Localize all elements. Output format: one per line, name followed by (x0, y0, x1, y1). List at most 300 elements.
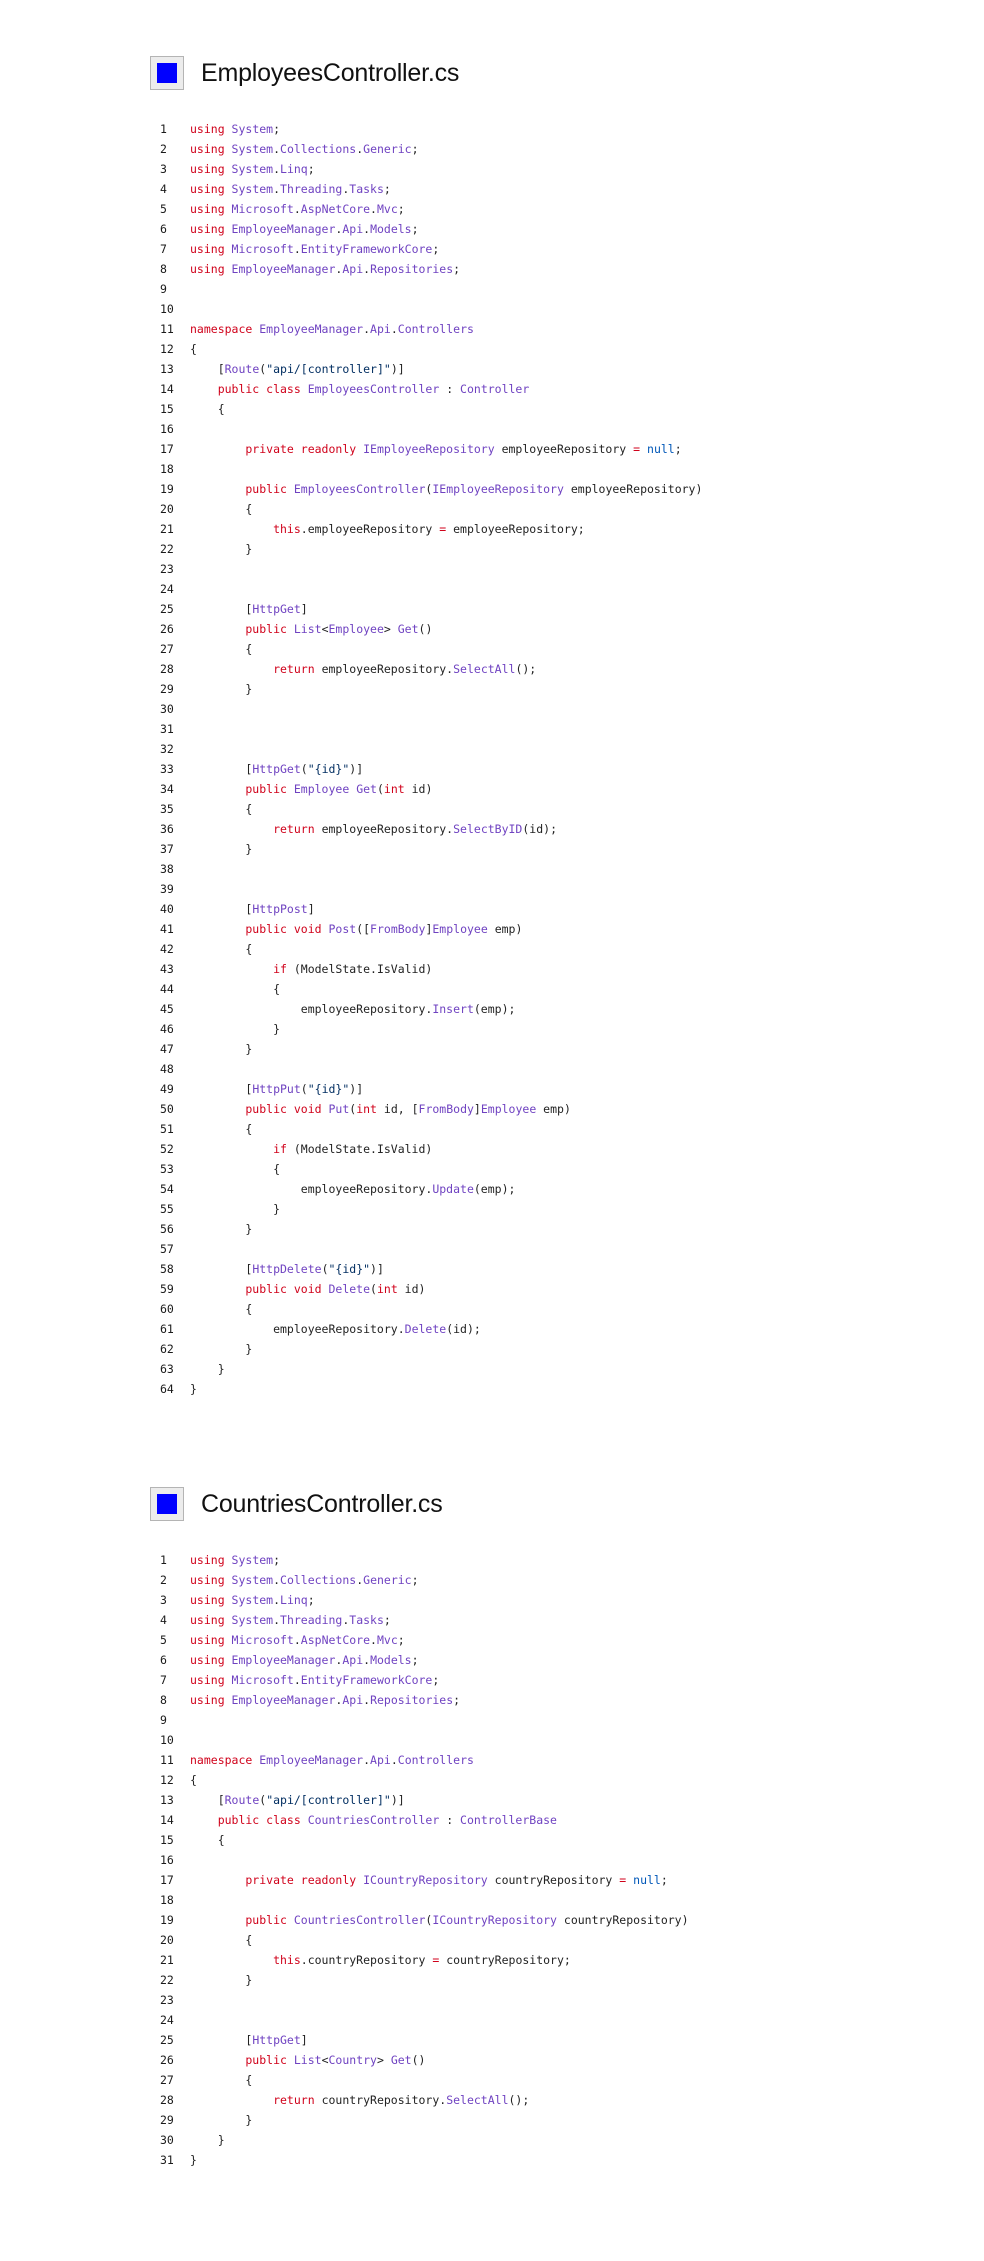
code-line (150, 1590, 950, 1610)
code-text (190, 299, 950, 319)
code-text (190, 1339, 950, 1359)
line-number: 29 (160, 682, 174, 696)
line-number: 8 (160, 1693, 167, 1707)
code-token: Country (328, 2053, 377, 2067)
line-number: 20 (160, 502, 174, 516)
line-number: 2 (160, 142, 167, 156)
line-number: 33 (160, 762, 174, 776)
code-token: [ (190, 362, 225, 376)
code-line (150, 1199, 950, 1219)
code-token: ([ (356, 922, 371, 936)
line-number: 44 (160, 982, 174, 996)
line-number: 19 (160, 482, 174, 496)
code-line (150, 139, 950, 159)
code-token: Employee (328, 622, 384, 636)
line-number: 58 (160, 1262, 174, 1276)
code-text (190, 519, 950, 539)
code-token: ( (259, 1793, 267, 1807)
code-token: (emp); (473, 1002, 516, 1016)
code-token: namespace (190, 322, 260, 336)
code-token: HttpGet (252, 602, 301, 616)
code-token: ( (300, 762, 308, 776)
code-text (190, 1730, 950, 1750)
code-token: Employee (480, 1102, 537, 1116)
line-number: 13 (160, 1793, 174, 1807)
line-number: 10 (160, 1733, 174, 1747)
line-number: 37 (160, 842, 174, 856)
code-line (150, 739, 950, 759)
code-token: . (293, 1673, 301, 1687)
code-token: . (363, 1753, 371, 1767)
code-token: } (190, 1362, 225, 1376)
code-token: ; (453, 1693, 461, 1707)
code-text (190, 1299, 950, 1319)
code-token: ; (411, 1653, 419, 1667)
code-line (150, 719, 950, 739)
code-token: System (231, 142, 274, 156)
code-text (190, 759, 950, 779)
code-line (150, 1359, 950, 1379)
code-token: (ModelState.IsValid) (293, 962, 433, 976)
line-number: 1 (160, 122, 167, 136)
code-token: this (190, 1953, 301, 1967)
code-token: ; (273, 122, 281, 136)
line-number: 17 (160, 1873, 174, 1887)
code-token: Controllers (397, 1753, 474, 1767)
code-text (190, 1710, 950, 1730)
code-token: Employee (293, 782, 350, 796)
code-token: using (190, 1693, 232, 1707)
code-token: public (190, 622, 294, 636)
code-token: (); (508, 2093, 530, 2107)
code-token: ; (397, 202, 405, 216)
code-line (150, 1710, 950, 1730)
code-token: Get (390, 2053, 412, 2067)
code-token: . (273, 142, 281, 156)
code-token: { (190, 1162, 281, 1176)
code-text (190, 2070, 950, 2090)
code-token: public void (190, 1282, 329, 1296)
code-line (150, 1990, 950, 2010)
code-token: > (376, 2053, 391, 2067)
code-text (190, 1570, 950, 1590)
code-token: . (335, 262, 343, 276)
code-text (190, 439, 950, 459)
code-token: )] (349, 762, 364, 776)
line-number: 53 (160, 1162, 174, 1176)
code-text (190, 639, 950, 659)
code-token: . (363, 322, 371, 336)
code-token: ( (425, 1913, 433, 1927)
code-line (150, 1550, 950, 1570)
line-number: 62 (160, 1342, 174, 1356)
line-number: 13 (160, 362, 174, 376)
code-token: ; (432, 242, 440, 256)
code-text (190, 839, 950, 859)
code-token: . (335, 1653, 343, 1667)
code-token: countryRepository) (556, 1913, 689, 1927)
line-number: 2 (160, 1573, 167, 1587)
code-text (190, 539, 950, 559)
code-token: using (190, 1653, 232, 1667)
code-token: . (335, 1693, 343, 1707)
line-number: 28 (160, 2093, 174, 2107)
code-token: [ (190, 1082, 253, 1096)
code-token: [ (190, 1262, 253, 1276)
code-token: EmployeeManager (259, 322, 364, 336)
line-number: 30 (160, 702, 174, 716)
code-text (190, 459, 950, 479)
code-token: )] (370, 1262, 384, 1276)
code-line (150, 939, 950, 959)
code-token: Microsoft (231, 202, 294, 216)
code-text (190, 919, 950, 939)
code-line (150, 599, 950, 619)
code-token: Mvc (376, 1633, 398, 1647)
code-line (150, 999, 950, 1019)
code-token: () (411, 2053, 426, 2067)
line-number: 63 (160, 1362, 174, 1376)
code-line (150, 1870, 950, 1890)
line-number: 7 (160, 242, 167, 256)
code-line (150, 1650, 950, 1670)
code-line (150, 2050, 950, 2070)
code-token: ; (307, 162, 315, 176)
code-line (150, 1930, 950, 1950)
line-number: 27 (160, 2073, 174, 2087)
code-token: Linq (280, 1593, 308, 1607)
code-text (190, 1019, 950, 1039)
code-token: } (190, 1973, 253, 1987)
code-text (190, 419, 950, 439)
code-line (150, 179, 950, 199)
code-token: employeeRepository. (190, 1322, 405, 1336)
code-line (150, 1299, 950, 1319)
code-token: ] (425, 922, 433, 936)
code-text (190, 1750, 950, 1770)
line-number: 57 (160, 1242, 174, 1256)
code-token: HttpGet (252, 762, 301, 776)
code-token: employeeRepository. (321, 662, 454, 676)
code-line (150, 1139, 950, 1159)
code-token: List (293, 2053, 322, 2067)
code-token: . (390, 322, 398, 336)
code-token: SelectAll (453, 662, 516, 676)
code-token: int (383, 782, 405, 796)
code-token: countryRepository; (439, 1953, 571, 1967)
code-token: employeeRepository (494, 442, 634, 456)
code-line (150, 1950, 950, 1970)
code-token: "{id}" (307, 762, 350, 776)
code-token: this (190, 522, 301, 536)
code-text (190, 159, 950, 179)
line-number: 43 (160, 962, 174, 976)
line-number: 15 (160, 402, 174, 416)
code-text (190, 1139, 950, 1159)
code-line (150, 839, 950, 859)
code-token: . (342, 182, 350, 196)
code-text (190, 799, 950, 819)
code-token: Update (432, 1182, 474, 1196)
code-text (190, 2050, 950, 2070)
file-title: CountriesController.cs (201, 1489, 443, 1518)
code-token: Models (370, 222, 412, 236)
code-token: "api/[controller]" (266, 1793, 391, 1807)
code-token: return (190, 662, 322, 676)
code-token: Delete (328, 1282, 371, 1296)
code-text (190, 1379, 950, 1399)
code-text (190, 119, 950, 139)
code-token: using (190, 1553, 232, 1567)
code-token: [ (190, 1793, 225, 1807)
code-token: { (190, 982, 281, 996)
code-token: . (293, 242, 301, 256)
line-number: 12 (160, 342, 174, 356)
code-token: using (190, 202, 232, 216)
code-line (150, 1039, 950, 1059)
code-text (190, 559, 950, 579)
code-token: EmployeeManager (259, 1753, 364, 1767)
code-token: if (190, 962, 294, 976)
line-number: 21 (160, 522, 174, 536)
code-text (190, 779, 950, 799)
file-header (150, 55, 950, 91)
code-token: } (190, 1042, 253, 1056)
code-text (190, 1870, 950, 1890)
line-number: 5 (160, 202, 167, 216)
code-line (150, 899, 950, 919)
code-line (150, 1670, 950, 1690)
code-text (190, 1099, 950, 1119)
countries-controller-file (150, 1486, 950, 2170)
code-text (190, 959, 950, 979)
code-token: Controller (460, 382, 530, 396)
line-number: 34 (160, 782, 174, 796)
code-token: () (418, 622, 433, 636)
code-line (150, 979, 950, 999)
code-text (190, 1630, 950, 1650)
code-token: Api (342, 222, 364, 236)
code-token: EmployeeManager (231, 222, 336, 236)
code-line (150, 1790, 950, 1810)
code-text (190, 339, 950, 359)
code-token: using (190, 182, 232, 196)
code-token: using (190, 142, 232, 156)
line-number: 8 (160, 262, 167, 276)
code-line (150, 379, 950, 399)
code-text (190, 659, 950, 679)
code-token: ; (411, 142, 419, 156)
code-token: Api (342, 1653, 364, 1667)
line-number: 3 (160, 1593, 167, 1607)
code-token: countryRepository. (321, 2093, 447, 2107)
code-token: } (190, 1022, 281, 1036)
line-number: 60 (160, 1302, 174, 1316)
line-number: 25 (160, 2033, 174, 2047)
code-token: { (190, 502, 253, 516)
line-number: 6 (160, 1653, 167, 1667)
code-token: id) (404, 782, 433, 796)
code-text (190, 1830, 950, 1850)
code-token: { (190, 2073, 253, 2087)
code-token: . (293, 1633, 301, 1647)
code-token: . (293, 202, 301, 216)
code-line (150, 699, 950, 719)
code-token: } (190, 542, 253, 556)
code-line (150, 1850, 950, 1870)
code-token: ICountryRepository (363, 1873, 488, 1887)
code-token: System (231, 162, 274, 176)
code-token: .countryRepository (300, 1953, 433, 1967)
line-number: 4 (160, 182, 167, 196)
code-text (190, 279, 950, 299)
code-line (150, 2010, 950, 2030)
file-title: EmployeesController.cs (201, 58, 460, 87)
code-text (190, 1990, 950, 2010)
code-token: id, [ (376, 1102, 419, 1116)
code-text (190, 1810, 950, 1830)
code-text (190, 1179, 950, 1199)
code-token: = (633, 442, 641, 456)
code-line (150, 559, 950, 579)
code-token: public (190, 482, 294, 496)
line-number: 15 (160, 1833, 174, 1847)
code-token: Get (397, 622, 419, 636)
code-line (150, 299, 950, 319)
code-token: > (383, 622, 398, 636)
code-token: Delete (404, 1322, 447, 1336)
code-line (150, 499, 950, 519)
code-line (150, 199, 950, 219)
code-token: ( (300, 1082, 308, 1096)
code-token: if (190, 1142, 294, 1156)
code-token: employeeRepository. (190, 1002, 433, 1016)
code-line (150, 779, 950, 799)
code-text (190, 739, 950, 759)
line-number: 21 (160, 1953, 174, 1967)
code-token: countryRepository (487, 1873, 620, 1887)
code-line (150, 339, 950, 359)
code-line (150, 1830, 950, 1850)
code-token: } (190, 1202, 281, 1216)
code-token: private readonly (190, 1873, 364, 1887)
code-token: HttpPost (252, 902, 308, 916)
code-text (190, 2010, 950, 2030)
code-text (190, 1910, 950, 1930)
code-token: ( (425, 482, 433, 496)
code-text (190, 879, 950, 899)
code-token: Tasks (349, 182, 384, 196)
code-token: [ (190, 2033, 253, 2047)
code-token: [ (190, 602, 253, 616)
code-text (190, 1610, 950, 1630)
line-number: 28 (160, 662, 174, 676)
line-number: 64 (160, 1382, 174, 1396)
code-line (150, 539, 950, 559)
code-token: private readonly (190, 442, 364, 456)
code-token: < (321, 622, 329, 636)
code-token: EmployeesController (307, 382, 440, 396)
code-token: ; (397, 1633, 405, 1647)
line-number: 27 (160, 642, 174, 656)
line-number: 45 (160, 1002, 174, 1016)
line-number: 36 (160, 822, 174, 836)
code-text (190, 859, 950, 879)
code-token: EntityFrameworkCore (300, 242, 433, 256)
code-line (150, 1159, 950, 1179)
employees-controller-file (150, 55, 950, 1399)
line-number: 3 (160, 162, 167, 176)
code-token: ; (453, 262, 461, 276)
code-token: int (376, 1282, 398, 1296)
code-text (190, 399, 950, 419)
code-text (190, 1219, 950, 1239)
line-number: 22 (160, 542, 174, 556)
line-number: 20 (160, 1933, 174, 1947)
code-token: Repositories (370, 262, 454, 276)
line-number: 5 (160, 1633, 167, 1647)
code-line (150, 1219, 950, 1239)
code-token: System (231, 1573, 274, 1587)
code-line (150, 1279, 950, 1299)
code-token: } (190, 1222, 253, 1236)
code-line (150, 759, 950, 779)
code-text (190, 1039, 950, 1059)
code-token: . (273, 162, 281, 176)
code-line (150, 1259, 950, 1279)
code-token: { (190, 402, 225, 416)
code-text (190, 1690, 950, 1710)
code-token: System (231, 1613, 274, 1627)
code-token: . (273, 182, 281, 196)
code-line (150, 1119, 950, 1139)
code-text (190, 359, 950, 379)
code-token: Models (370, 1653, 412, 1667)
code-line (150, 819, 950, 839)
code-token: public class (190, 1813, 308, 1827)
code-token: EmployeeManager (231, 262, 336, 276)
code-token: Threading (280, 1613, 343, 1627)
code-token: . (273, 1613, 281, 1627)
code-line (150, 919, 950, 939)
code-line (150, 1730, 950, 1750)
code-token: System (231, 1553, 274, 1567)
line-number: 9 (160, 1713, 167, 1727)
line-number: 46 (160, 1022, 174, 1036)
line-number: 6 (160, 222, 167, 236)
code-text (190, 1359, 950, 1379)
code-token: { (190, 942, 253, 956)
code-token: . (390, 1753, 398, 1767)
code-token: = (432, 1953, 440, 1967)
line-number: 14 (160, 382, 174, 396)
code-token: FromBody (418, 1102, 474, 1116)
code-token: System (231, 1593, 274, 1607)
line-number: 30 (160, 2133, 174, 2147)
code-text (190, 199, 950, 219)
line-number: 56 (160, 1222, 174, 1236)
code-token: List (293, 622, 322, 636)
code-token: return (190, 2093, 322, 2107)
code-token: IEmployeeRepository (432, 482, 564, 496)
code-text (190, 599, 950, 619)
code-token: { (190, 1773, 197, 1787)
code-text (190, 819, 950, 839)
code-token: FromBody (370, 922, 426, 936)
code-line (150, 159, 950, 179)
code-token: Route (224, 1793, 260, 1807)
code-token: . (356, 142, 364, 156)
